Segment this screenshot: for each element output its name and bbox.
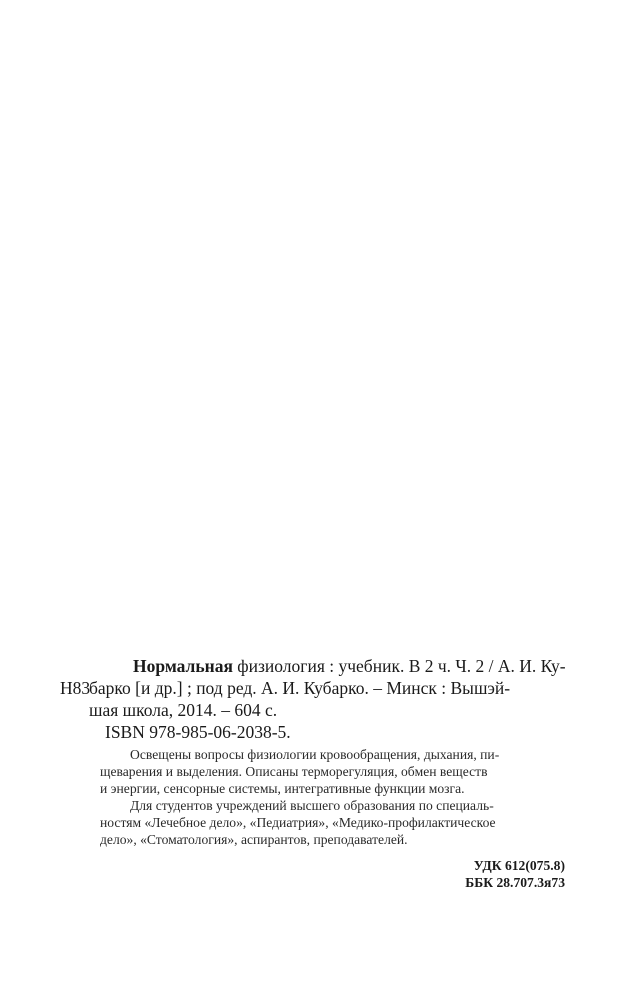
bbk-code: ББК 28.707.3я73	[465, 875, 565, 890]
classification-codes	[420, 857, 565, 891]
annotation-line: щеварения и выделения. Описаны терморегуляция, обмен веществ	[100, 764, 488, 779]
isbn: ISBN 978-985-06-2038-5.	[105, 722, 291, 742]
bibliographic-line-2: барко [и др.] ; под ред. А. И. Кубарко. – Минск : Вышэй-	[89, 678, 511, 698]
bibliographic-description	[89, 655, 566, 743]
author-index-code: Н83	[60, 678, 91, 698]
udk-code: УДК 612(075.8)	[473, 858, 565, 873]
bibliographic-line-1	[133, 655, 566, 677]
annotation-line: ностям «Лечебное дело», «Педиатрия», «Медико-профилактическое	[100, 815, 496, 830]
annotation-line: Для студентов учреждений высшего образования по специаль-	[130, 798, 494, 813]
annotation-line: дело», «Стоматология», аспирантов, преподавателей.	[100, 832, 408, 847]
annotation-text	[100, 746, 563, 848]
title-continuation: физиология : учебник. В 2 ч. Ч. 2 / А. И. Ку-	[232, 656, 566, 676]
annotation-line: и энергии, сенсорные системы, интегративные функции мозга.	[100, 781, 465, 796]
title-bold-word: Нормальная	[133, 656, 233, 676]
bibliographic-line-3: шая школа, 2014. – 604 с.	[89, 700, 278, 720]
annotation-line: Освещены вопросы физиологии кровообращения, дыхания, пи-	[130, 747, 500, 762]
